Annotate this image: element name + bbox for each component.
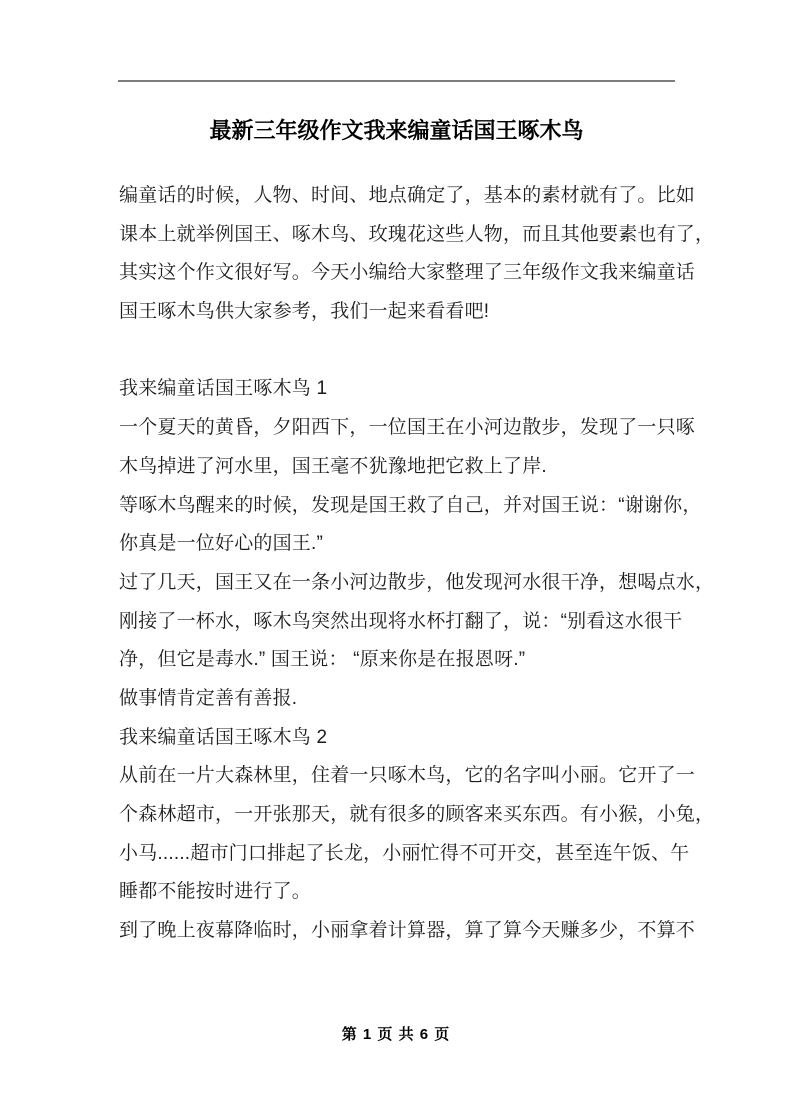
text-line: 你真是一位好心的国王.” [119,533,324,555]
text-line: 国王啄木鸟供大家参考，我们一起来看看吧! [119,301,490,323]
text-line: 个森林超市，一开张那天，就有很多的顾客来买东西。有小猴，小兔， [119,804,715,825]
text-line: 刚接了一杯水，啄木鸟突然出现将水杯打翻了，说：“别看这水很干 [119,610,683,632]
text-line: 从前在一片大森林里，住着一只啄木鸟，它的名字叫小丽。它开了一 [119,765,696,787]
text-line: 木鸟掉进了河水里，国王毫不犹豫地把它救上了岸. [119,455,547,477]
text-line: 过了几天，国王又在一条小河边散步，他发现河水很干净，想喝点水， [119,571,715,593]
text-line: 小马......超市门口排起了长龙，小丽忙得不可开交，甚至连午饭、午 [119,842,690,864]
text-line: 其实这个作文很好写。今天小编给大家整理了三年级作文我来编童话 [119,262,696,284]
blank-line [119,332,676,371]
text-line: 等啄木鸟醒来的时候，发现是国王救了自己，并对国王说：“谢谢你， [119,494,702,516]
text-line: 净，但它是毒水.” 国王说： “原来你是在报恩呀.” [119,649,526,671]
text-line: 编童话的时候，人物、时间、地点确定了，基本的素材就有了。比如 [119,185,696,206]
text-line: 课本上就举例国王、啄木鸟、玫瑰花这些人物，而且其他要素也有了， [119,223,715,245]
text-line: 一个夏天的黄昏，夕阳西下，一位国王在小河边散步，发现了一只啄 [119,417,696,439]
text-line: 做事情肯定善有善报. [119,687,298,709]
page-number-footer: 第 1 页 共 6 页 [341,1026,451,1043]
document-body [119,177,715,951]
text-line: 我来编童话国王啄木鸟 1 [119,378,328,400]
page-title: 最新三年级作文我来编童话国王啄木鸟 [209,118,584,143]
text-line: 睡都不能按时进行了。 [119,881,312,903]
text-line: 我来编童话国王啄木鸟 2 [119,726,328,748]
text-line: 到了晚上夜幕降临时，小丽拿着计算器，算了算今天赚多少，不算不 [119,920,696,942]
top-divider-rule [118,80,675,82]
